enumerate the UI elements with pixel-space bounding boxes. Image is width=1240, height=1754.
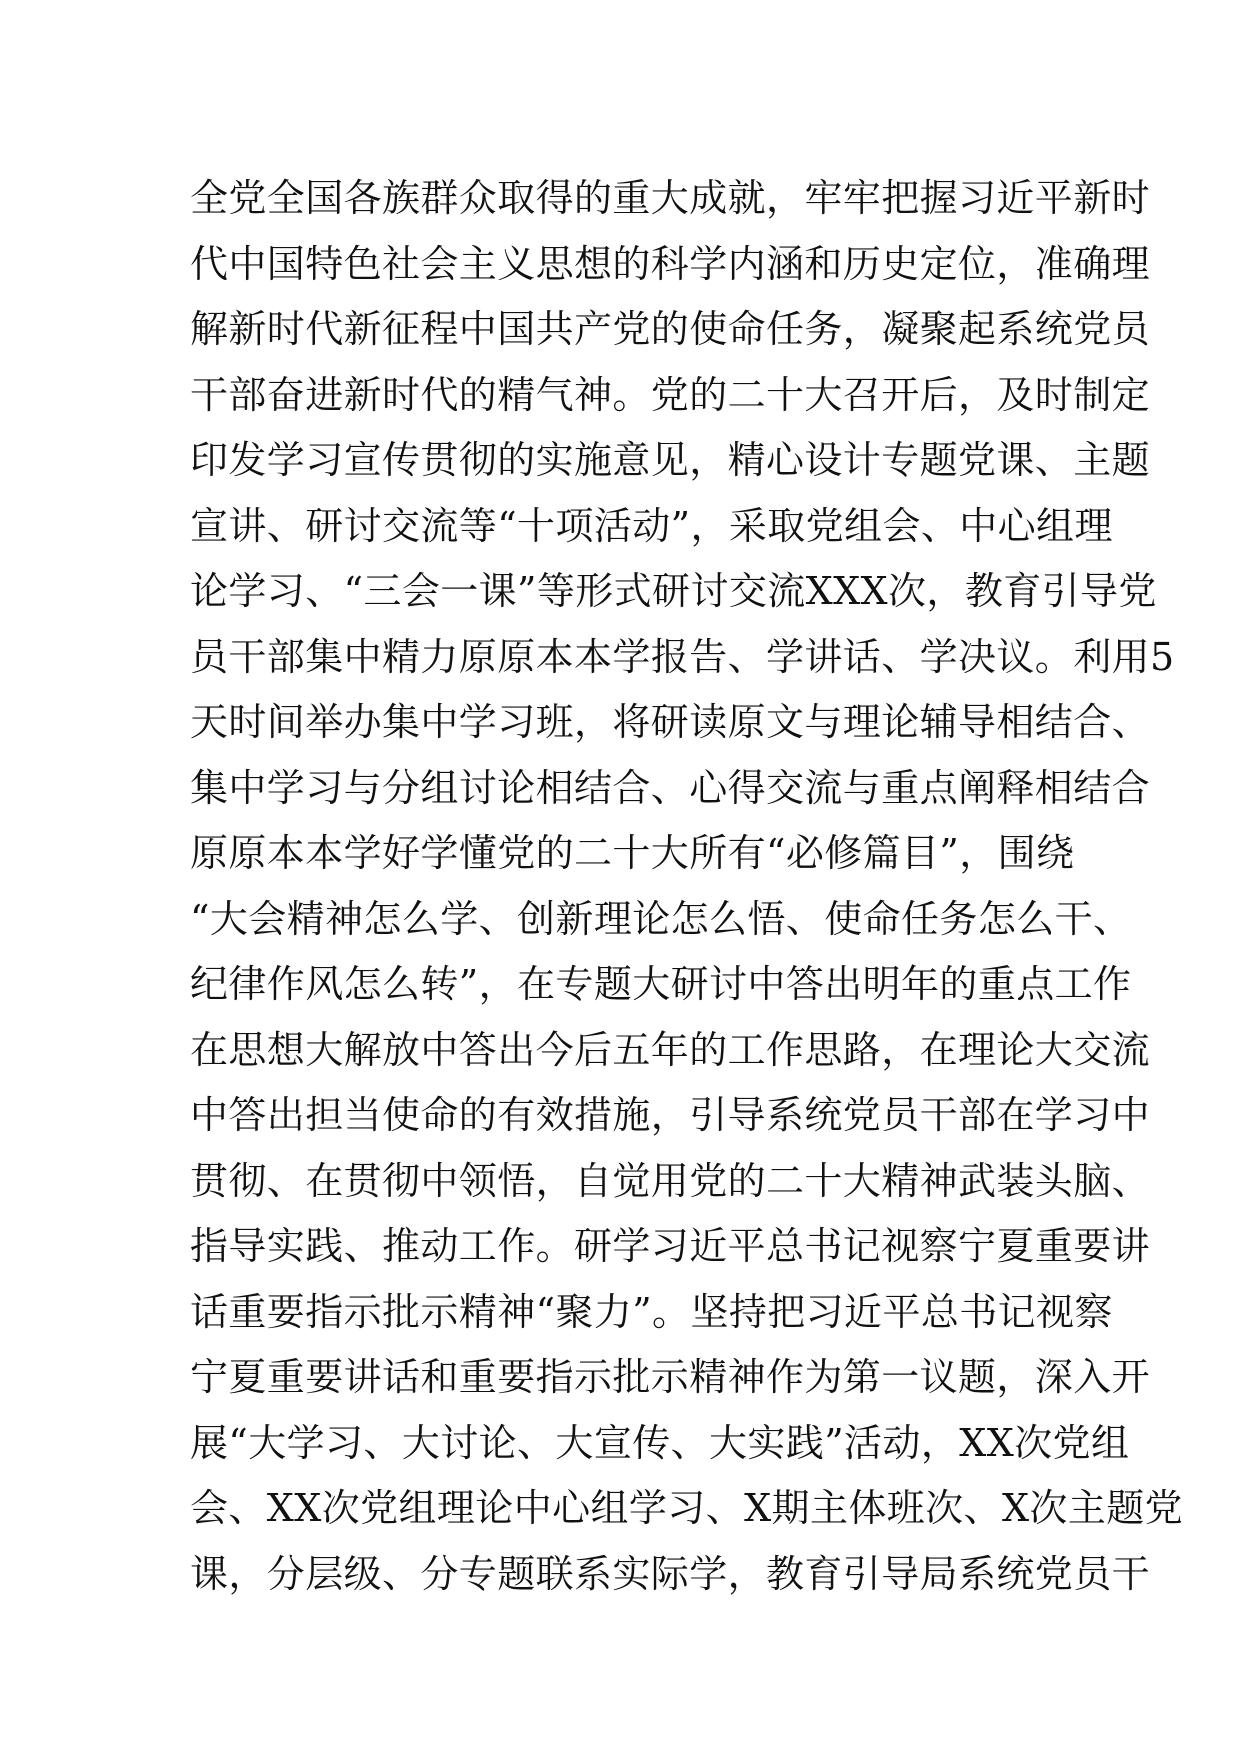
text-line: 指导实践、推动工作。研学习近平总书记视察宁夏重要讲	[190, 1224, 1151, 1268]
text-line: 集中学习与分组讨论相结合、心得交流与重点阐释相结合	[190, 765, 1151, 810]
text-line: 员干部集中精力原原本本学报告、学讲话、学决议。利用5	[190, 634, 1175, 679]
body-text	[190, 166, 1184, 1607]
text-line: 中答出担当使命的有效措施，引导系统党员干部在学习中	[190, 1093, 1151, 1137]
text-line: 干部奋进新时代的精气神。党的二十大召开后，及时制定	[190, 372, 1151, 417]
text-line: 话重要指示批示精神“聚力”。坚持把习近平总书记视察	[190, 1289, 1113, 1334]
text-line: 贯彻、在贯彻中领悟，自觉用党的二十大精神武装头脑、	[190, 1158, 1151, 1203]
text-line: 宁夏重要讲话和重要指示批示精神作为第一议题，深入开	[190, 1355, 1151, 1399]
text-line: 原原本本学好学懂党的二十大所有“必修篇目”，围绕	[190, 831, 1075, 875]
text-line: 印发学习宣传贯彻的实施意见，精心设计专题党课、主题	[190, 438, 1151, 482]
text-line: “大会精神怎么学、创新理论怎么悟、使命任务怎么干、	[190, 896, 1132, 941]
text-line: 代中国特色社会主义思想的科学内涵和历史定位，准确理	[190, 241, 1151, 286]
text-line: 纪律作风怎么转”，在专题大研讨中答出明年的重点工作	[190, 962, 1132, 1006]
text-line: 会、XX次党组理论中心组学习、X期主体班次、X次主题党	[190, 1486, 1184, 1530]
text-line: 天时间举办集中学习班，将研读原文与理论辅导相结合、	[190, 700, 1151, 744]
text-line: 论学习、“三会一课”等形式研讨交流XXX次，教育引导党	[190, 569, 1157, 613]
text-line: 解新时代新征程中国共产党的使命任务，凝聚起系统党员	[190, 307, 1151, 351]
text-line: 宣讲、研讨交流等“十项活动”，采取党组会、中心组理	[190, 503, 1113, 548]
text-line: 展“大学习、大讨论、大宣传、大实践”活动，XX次党组	[190, 1420, 1130, 1465]
text-line: 在思想大解放中答出今后五年的工作思路，在理论大交流	[190, 1027, 1151, 1072]
text-line: 全党全国各族群众取得的重大成就，牢牢把握习近平新时	[190, 176, 1151, 220]
text-line: 课，分层级、分专题联系实际学，教育引导局系统党员干	[190, 1551, 1151, 1596]
